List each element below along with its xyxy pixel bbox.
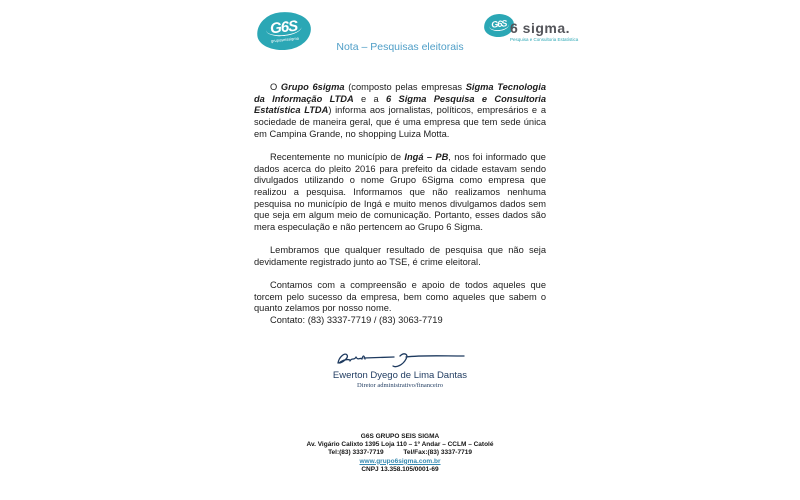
website-link[interactable]: www.grupo6sigma.com.br xyxy=(359,457,441,465)
g6s-monogram-small: G6S xyxy=(489,19,509,32)
g6s-logo-tagline: gruposeissigma xyxy=(270,35,300,43)
footer-cnpj: CNPJ 13.358.105/0001-69 xyxy=(361,465,439,473)
signature-block xyxy=(254,346,546,389)
six-sigma-wordmark: 6 sigma. xyxy=(510,20,571,36)
footer-phones xyxy=(0,449,800,457)
six-sigma-wordmark-wrap xyxy=(510,21,578,43)
letter-body xyxy=(254,82,546,327)
signatory-name: Ewerton Dyego de Lima Dantas xyxy=(332,370,468,381)
footer-tel: Tel:(83) 3337-7719 xyxy=(328,449,384,457)
paragraph: O Grupo 6sigma (composto pelas empresas Sigma Tecnologia da Informação LTDA e a 6 Sigma Pesquisa e Consultoria Estatística LTDA) informa aos jornalistas, políticos, empresários e a sociedade de maneira geral, que é uma empresa que tem sede única em Campina Grande, no shopping Luiza Motta. xyxy=(254,82,547,139)
paragraph: Contamos com a compreensão e apoio de todos aqueles que torcem pelo sucesso da empresa, bem como aqueles que sabem o quanto zelamos por nosso nome. xyxy=(254,280,546,314)
six-sigma-tagline: Pesquisa e Consultoria Estatística xyxy=(510,37,579,42)
note-title: Nota – Pesquisas eleitorais xyxy=(336,41,464,53)
footer-address: Av. Vigário Calixto 1395 Loja 110 – 1º Andar – CCLM – Catolé xyxy=(306,441,494,449)
signatory-role: Diretor administrativo/financeiro xyxy=(356,382,444,389)
paragraph: Lembramos que qualquer resultado de pesquisa que não seja devidamente registrado junto ao TSE, é crime eleitoral. xyxy=(254,245,546,267)
g6s-monogram: G6S xyxy=(265,19,301,38)
paragraph: Recentemente no município de Ingá – PB, nos foi informado que dados acerca do pleito 2016 para prefeito da cidade estavam sendo divulgados utilizando o nome Grupo 6Sigma como empresa que realizou a pesquisa. Informamos que não realizamos nenhuma pesquisa no município de Ingá e muito menos divulgamos dados sem que seja em algum meio de comunicação. Portanto, esses dados são mera especulação e não pertencem ao Grupo 6 Sigma. xyxy=(254,151,546,232)
letterhead-footer xyxy=(0,433,800,474)
footer-telfax: Tel/Fax:(83) 3337-7719 xyxy=(403,449,472,457)
footer-company: G6S GRUPO SEIS SIGMA xyxy=(360,433,440,440)
signature-image xyxy=(330,346,470,370)
paragraph: Contato: (83) 3337-7719 / (83) 3063-7719 xyxy=(270,315,443,326)
